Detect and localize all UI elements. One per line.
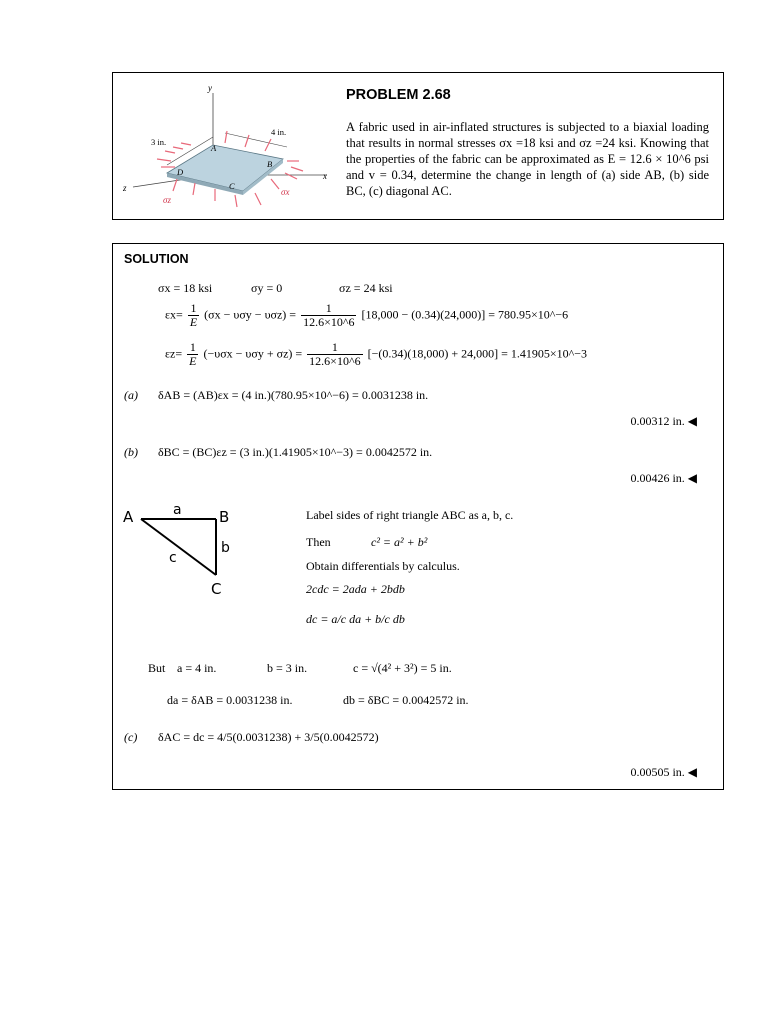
stress-sy: σy = 0 [251, 281, 283, 295]
sigma-x-label: σx [281, 187, 290, 197]
triangle-vertex-b: B [219, 508, 230, 526]
strain-z-mid: (−υσx − υσy + σz) = [203, 346, 303, 361]
solution-title: SOLUTION [124, 252, 189, 266]
but-label: But [148, 661, 166, 675]
value-db: db = δBC = 0.0042572 in. [343, 693, 469, 707]
part-b-answer: 0.00426 in. ◀ [630, 471, 697, 485]
corner-a: A [211, 143, 217, 153]
problem-box [112, 72, 724, 220]
part-c-tag: (c) [124, 730, 138, 744]
strain-z-den2: 12.6×10^6 [309, 354, 361, 368]
value-c: c = √(4² + 3²) = 5 in. [353, 661, 452, 675]
value-da: da = δAB = 0.0031238 in. [167, 693, 293, 707]
problem-title: PROBLEM 2.68 [346, 87, 451, 103]
strain-x-rhs: [18,000 − (0.34)(24,000)] = 780.95×10^−6 [361, 307, 569, 322]
strain-z-lhs: εz= [165, 346, 183, 361]
triangle-vertex-c: C [211, 580, 222, 597]
part-c-answer: 0.00505 in. ◀ [630, 765, 697, 779]
pythagoras-equation: c² = a² + b² [371, 535, 428, 549]
strain-x-den2: 12.6×10^6 [303, 315, 355, 329]
stress-sz: σz = 24 ksi [339, 281, 393, 295]
strain-x-num2: 1 [301, 302, 356, 316]
solution-box [112, 243, 724, 790]
corner-b: B [267, 159, 273, 169]
sigma-z-label: σz [163, 195, 171, 205]
dc-equation: dc = a/c da + b/c db [306, 612, 405, 626]
figure-x-label: x [323, 171, 327, 181]
part-b-expression: δBC = (BC)εz = (3 in.)(1.41905×10^−3) = 0.0042572 in. [158, 445, 433, 459]
corner-c: C [229, 181, 235, 191]
dim-3in: 3 in. [151, 137, 167, 147]
then-label: Then [306, 535, 331, 549]
differential-equation: 2cdc = 2ada + 2bdb [306, 582, 405, 596]
fabric-figure [115, 75, 340, 215]
strain-x-equation [165, 302, 568, 329]
strain-x-num1: 1 [188, 302, 199, 316]
right-triangle-sketch [121, 502, 241, 597]
strain-z-num2: 1 [307, 341, 362, 355]
triangle-side-b: b [221, 540, 230, 556]
part-a-answer: 0.00312 in. ◀ [630, 414, 697, 428]
strain-z-num1: 1 [187, 341, 198, 355]
part-a-tag: (a) [124, 388, 138, 402]
dim-4in: 4 in. [271, 127, 287, 137]
problem-statement: A fabric used in air-inflated structures is subjected to a biaxial loading that results in normal stresses σx =18 ksi and σz =24 ksi. Knowing that the properties of the fabric can be approximated as E = 12.6 × 10^6 psi and v = 0.34, determine the change in length of (a) side AB, (b) side BC, (c) diagonal AC. [346, 120, 709, 198]
figure-z-label: z [123, 183, 127, 193]
strain-x-den1: E [189, 315, 198, 329]
part-b-tag: (b) [124, 445, 138, 459]
figure-y-label: y [208, 83, 212, 93]
part-c-expression: δAC = dc = 4/5(0.0031238) + 3/5(0.0042572) [158, 730, 379, 744]
strain-x-lhs: εx= [165, 307, 183, 322]
fabric-plate [167, 145, 283, 191]
strain-z-den1: E [189, 354, 197, 368]
triangle-vertex-a: A [123, 508, 134, 526]
part-a-expression: δAB = (AB)εx = (4 in.)(780.95×10^−6) = 0.0031238 in. [158, 388, 429, 402]
value-a: a = 4 in. [177, 661, 217, 675]
strain-z-equation [165, 341, 587, 368]
label-sides-note: Label sides of right triangle ABC as a, b, c. [306, 508, 514, 522]
triangle-side-a: a [173, 502, 182, 518]
stress-sx: σx = 18 ksi [158, 281, 213, 295]
strain-z-rhs: [−(0.34)(18,000) + 24,000] = 1.41905×10^−3 [367, 346, 588, 361]
value-b: b = 3 in. [267, 661, 308, 675]
strain-x-mid: (σx − υσy − υσz) = [204, 307, 297, 322]
triangle-side-c: c [169, 550, 177, 566]
corner-d: D [177, 167, 184, 177]
differentials-note: Obtain differentials by calculus. [306, 559, 460, 573]
